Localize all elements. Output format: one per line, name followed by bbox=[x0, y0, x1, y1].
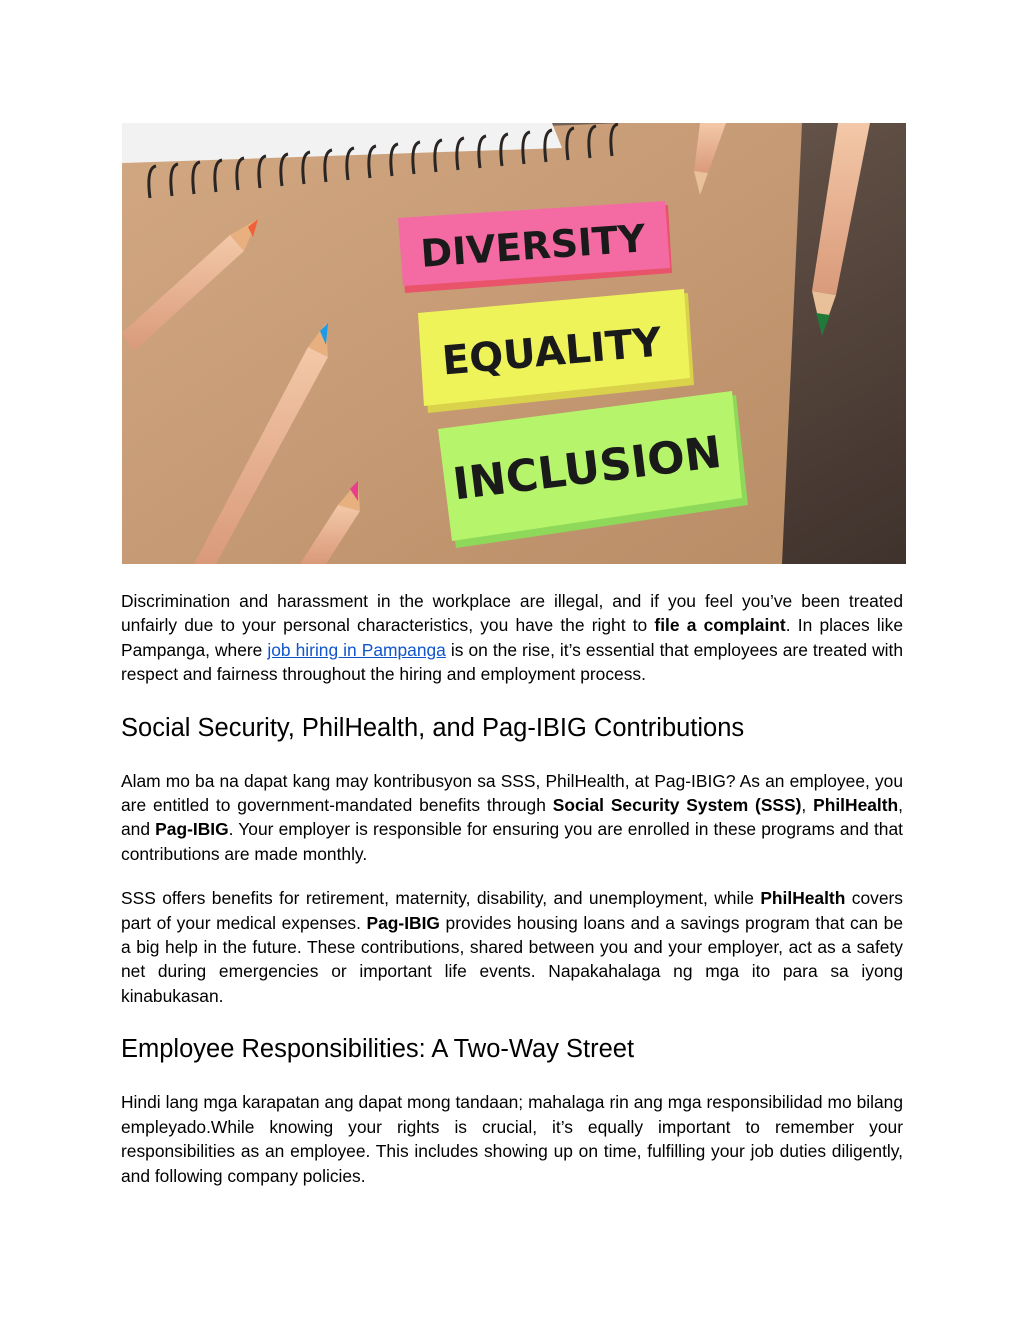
bold-file-a-complaint: file a complaint bbox=[654, 615, 786, 636]
text-span: Alam mo ba na dapat kang may kontribusyon sa SSS, PhilHealth, at Pag-IBIG? As an employee, you are entitled to government-mandated benefits through bbox=[121, 770, 903, 816]
hero-image bbox=[122, 123, 906, 564]
text-span: Discrimination and harassment in the workplace are illegal, and if you feel you’ve been treated unfairly due to your personal characteristics, you have the right to bbox=[121, 591, 903, 636]
text-span: covers part of your medical expenses. bbox=[121, 888, 903, 933]
note-text-equality: EQUALITY bbox=[440, 319, 664, 385]
text-span: , and bbox=[121, 795, 904, 840]
text-span: . In places like Pampanga, where bbox=[121, 615, 903, 660]
paragraph-contributions bbox=[121, 769, 903, 867]
hero-illustration bbox=[122, 123, 906, 564]
text-span: . Your employer is responsible for ensuring you are enrolled in these programs and that contributions are made monthly. bbox=[121, 819, 903, 864]
note-text-diversity: DIVERSITY bbox=[419, 216, 647, 276]
paragraph-discrimination bbox=[121, 589, 903, 687]
bold-pag-ibig: Pag-IBIG bbox=[155, 819, 229, 840]
heading-responsibilities: Employee Responsibilities: A Two-Way Street bbox=[121, 1035, 635, 1064]
job-hiring-pampanga-link[interactable]: job hiring in Pampanga bbox=[267, 639, 446, 660]
text-span: , bbox=[801, 795, 814, 816]
paragraph-benefits bbox=[121, 886, 903, 1008]
bold-philhealth: PhilHealth bbox=[760, 888, 846, 909]
bold-philhealth: PhilHealth bbox=[813, 795, 899, 816]
text-span: SSS offers benefits for retirement, maternity, disability, and unemployment, while bbox=[121, 888, 761, 909]
note-text-inclusion: INCLUSION bbox=[450, 426, 725, 511]
heading-contributions: Social Security, PhilHealth, and Pag-IBIG Contributions bbox=[121, 713, 745, 742]
text-span: provides housing loans and a savings program that can be a big help in the future. These contributions, shared between you and your employer, act as a safety net during emergencies or important life events. Napakahalaga ng mga ito para sa iyong kinabukasan. bbox=[121, 912, 903, 1006]
text-span: is on the rise, it’s essential that employees are treated with respect and fairness throughout the hiring and employment process. bbox=[121, 639, 903, 685]
bold-sss: Social Security System (SSS) bbox=[552, 795, 802, 816]
paragraph-responsibilities: Hindi lang mga karapatan ang dapat mong tandaan; mahalaga rin ang mga responsibilidad mo bilang empleyado.While knowing your rights is crucial, it’s equally important to remember your responsibilities as an employee. This includes showing up on time, fulfilling your job duties diligently, and following company policies. bbox=[121, 1092, 903, 1186]
bold-pag-ibig: Pag-IBIG bbox=[366, 912, 440, 933]
article-body bbox=[121, 589, 903, 1188]
